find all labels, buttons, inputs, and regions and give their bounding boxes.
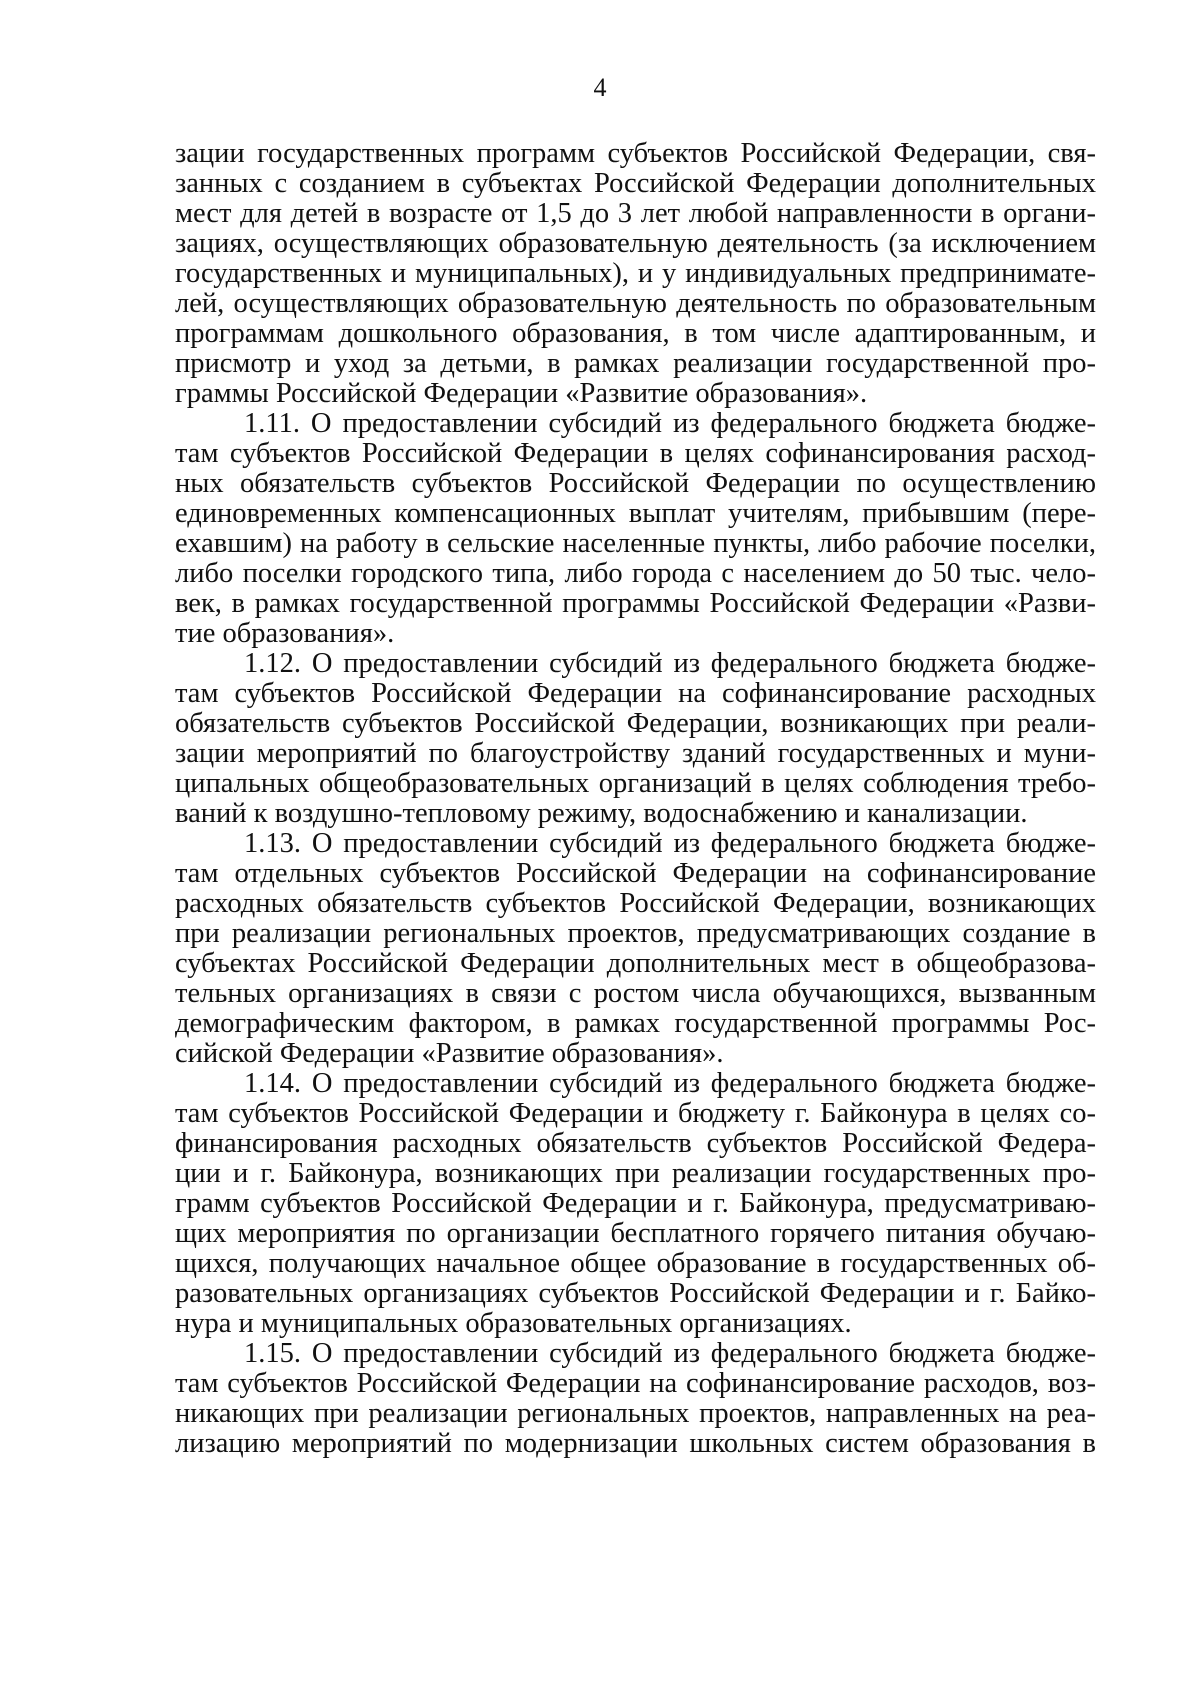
text-line: разовательных организациях субъектов Российской Федерации и г. Байко- [175, 1278, 1096, 1309]
paragraph-1-12: 1.12. О предоставлении субсидий из федерального бюджета бюдже- [244, 648, 1096, 679]
text-line: сийской Федерации «Развитие образования». [175, 1038, 724, 1069]
text-line: лизацию мероприятий по модернизации школьных систем образования в [175, 1428, 1096, 1459]
text-line: там субъектов Российской Федерации и бюджету г. Байконура в целях со- [175, 1098, 1096, 1129]
text-line: ции и г. Байконура, возникающих при реализации государственных про- [175, 1158, 1096, 1189]
text-line: обязательств субъектов Российской Федерации, возникающих при реали- [175, 708, 1096, 739]
text-line: занных с созданием в субъектах Российской Федерации дополнительных [175, 168, 1096, 199]
text-line: граммы Российской Федерации «Развитие образования». [175, 378, 868, 409]
paragraph-1-14: 1.14. О предоставлении субсидий из федерального бюджета бюдже- [244, 1068, 1096, 1099]
text-line: финансирования расходных обязательств субъектов Российской Федера- [175, 1128, 1096, 1159]
paragraph-1-13: 1.13. О предоставлении субсидий из федерального бюджета бюдже- [244, 828, 1096, 859]
page-number: 4 [593, 73, 607, 102]
paragraph-1-15: 1.15. О предоставлении субсидий из федерального бюджета бюдже- [244, 1338, 1096, 1369]
text-line: расходных обязательств субъектов Российской Федерации, возникающих [175, 888, 1096, 919]
text-line: ехавшим) на работу в сельские населенные пункты, либо рабочие поселки, [175, 528, 1096, 559]
text-line: программам дошкольного образования, в том числе адаптированным, и [175, 318, 1096, 349]
text-line: демографическим фактором, в рамках государственной программы Рос- [175, 1008, 1096, 1039]
paragraph-1-11: 1.11. О предоставлении субсидий из федерального бюджета бюдже- [244, 408, 1096, 439]
text-line: государственных и муниципальных), и у индивидуальных предпринимате- [175, 258, 1096, 289]
text-line: субъектах Российской Федерации дополнительных мест в общеобразова- [175, 948, 1096, 979]
text-line: тие образования». [175, 618, 395, 649]
text-line: мест для детей в возрасте от 1,5 до 3 лет любой направленности в органи- [175, 198, 1096, 229]
text-line: присмотр и уход за детьми, в рамках реализации государственной про- [175, 348, 1096, 379]
text-line: щих мероприятия по организации бесплатного горячего питания обучаю- [175, 1218, 1096, 1249]
text-line: при реализации региональных проектов, предусматривающих создание в [175, 918, 1096, 949]
text-line: зации государственных программ субъектов Российской Федерации, свя- [175, 138, 1096, 169]
text-line: там субъектов Российской Федерации в целях софинансирования расход- [175, 438, 1096, 469]
text-line: щихся, получающих начальное общее образование в государственных об- [175, 1248, 1096, 1279]
text-line: там отдельных субъектов Российской Федерации на софинансирование [175, 858, 1096, 889]
text-line: ципальных общеобразовательных организаций в целях соблюдения требо- [175, 768, 1096, 799]
text-line: зации мероприятий по благоустройству зданий государственных и муни- [175, 738, 1096, 769]
text-line: никающих при реализации региональных проектов, направленных на реа- [175, 1398, 1096, 1429]
text-line: ных обязательств субъектов Российской Федерации по осуществлению [175, 468, 1096, 499]
text-line: век, в рамках государственной программы Российской Федерации «Разви- [175, 588, 1096, 619]
text-line: либо поселки городского типа, либо города с населением до 50 тыс. чело- [175, 558, 1096, 589]
text-line: нура и муниципальных образовательных организациях. [175, 1308, 852, 1339]
text-line: грамм субъектов Российской Федерации и г. Байконура, предусматриваю- [175, 1188, 1096, 1219]
text-line: ваний к воздушно-тепловому режиму, водоснабжению и канализации. [175, 798, 1028, 829]
text-line: единовременных компенсационных выплат учителям, прибывшим (пере- [175, 498, 1096, 529]
text-line: там субъектов Российской Федерации на софинансирование расходов, воз- [175, 1368, 1096, 1399]
text-line: зациях, осуществляющих образовательную деятельность (за исключением [175, 228, 1096, 259]
text-line: там субъектов Российской Федерации на софинансирование расходных [175, 678, 1096, 709]
text-line: тельных организациях в связи с ростом числа обучающихся, вызванным [175, 978, 1096, 1009]
text-line: лей, осуществляющих образовательную деятельность по образовательным [175, 288, 1096, 319]
